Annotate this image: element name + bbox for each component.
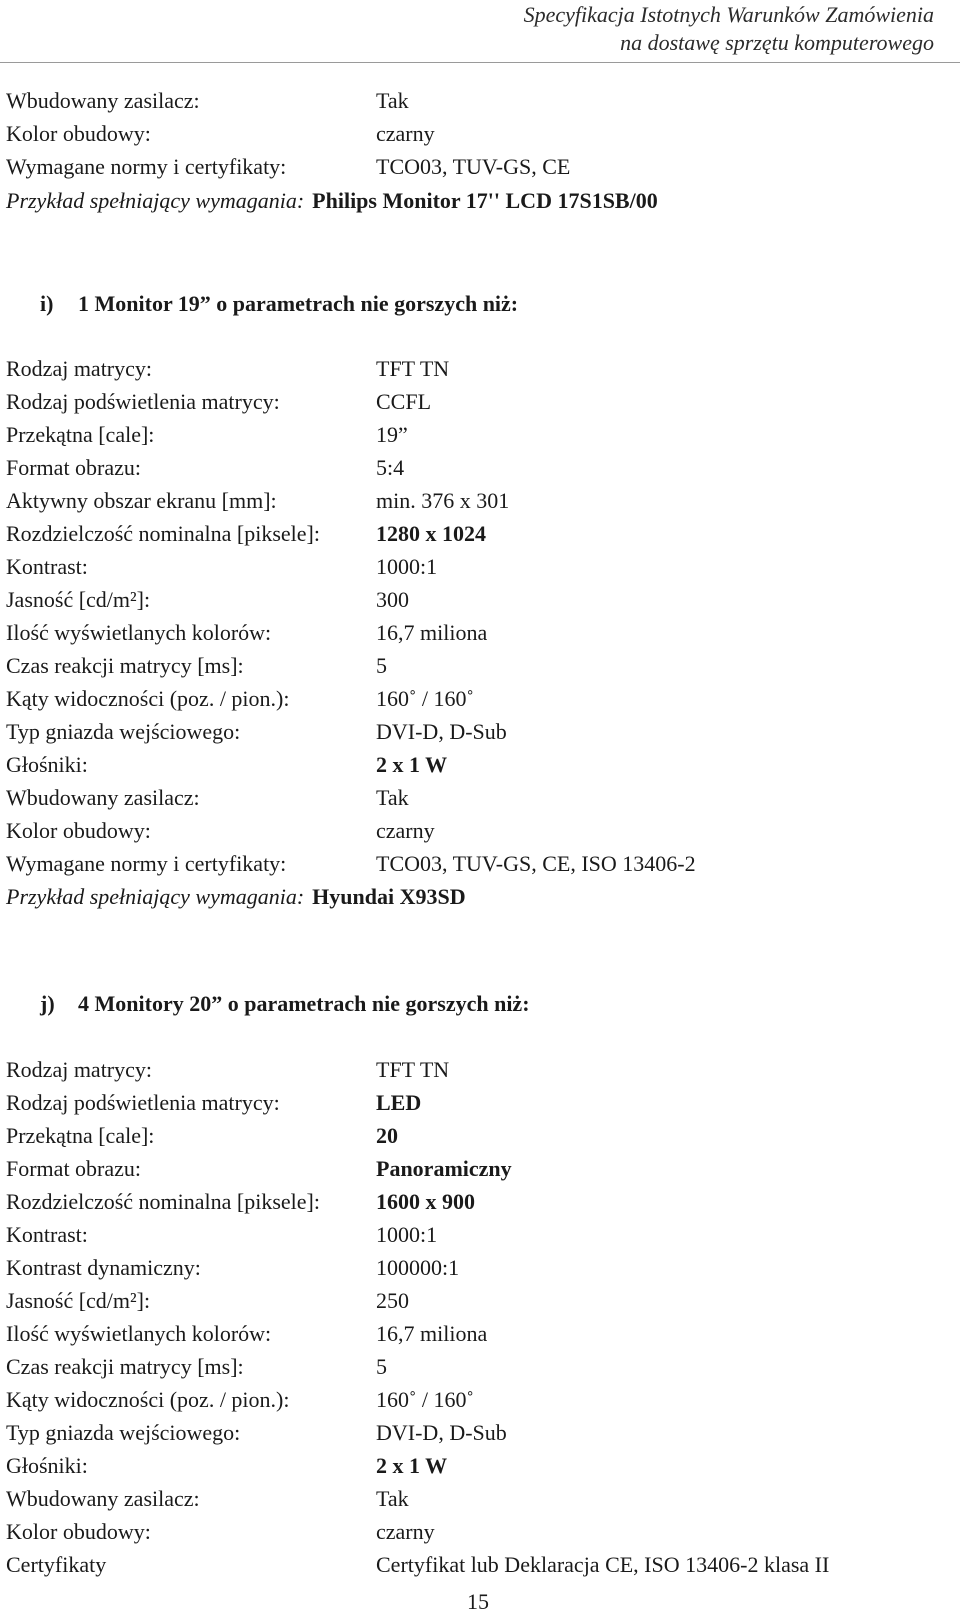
spec-row [0, 1482, 960, 1515]
spec-value: 2 x 1 W [376, 1453, 448, 1478]
spec-row [0, 616, 960, 649]
spec-value: 100000:1 [376, 1255, 460, 1280]
spec-label: Rodzaj podświetlenia matrycy: [6, 1090, 280, 1115]
spec-row [0, 352, 960, 385]
spec-row [0, 1086, 960, 1119]
spec-row [0, 1548, 960, 1581]
spec-value: 5 [376, 1354, 387, 1379]
spec-label: Kontrast: [6, 554, 88, 579]
spec-label: Wymagane normy i certyfikaty: [6, 154, 287, 179]
spec-row [0, 1185, 960, 1218]
spec-value: 16,7 miliona [376, 620, 488, 645]
spec-row [0, 484, 960, 517]
spec-value: Certyfikat lub Deklaracja CE, ISO 13406-2 klasa II [376, 1552, 830, 1577]
section-letter: j) [40, 991, 55, 1016]
spec-row [0, 117, 960, 150]
example-row [0, 880, 960, 913]
spec-label: Wbudowany zasilacz: [6, 88, 200, 113]
section-heading-i [0, 287, 960, 320]
spec-label: Kolor obudowy: [6, 818, 151, 843]
spec-row [0, 847, 960, 880]
spec-value: czarny [376, 1519, 435, 1544]
spec-row [0, 781, 960, 814]
spec-row [0, 649, 960, 682]
spec-label: Głośniki: [6, 752, 88, 777]
spec-value: LED [376, 1090, 422, 1115]
spec-label: Kontrast: [6, 1222, 88, 1247]
spec-row [0, 1251, 960, 1284]
spec-label: Typ gniazda wejściowego: [6, 719, 241, 744]
spec-row [0, 748, 960, 781]
example-label: Przykład spełniający wymagania: [6, 188, 305, 213]
spec-row [0, 1152, 960, 1185]
spec-label: Certyfikaty [6, 1552, 107, 1577]
example-value: Philips Monitor 17'' LCD 17S1SB/00 [312, 188, 658, 213]
spec-value: 2 x 1 W [376, 752, 448, 777]
spec-value: 1000:1 [376, 554, 438, 579]
example-label: Przykład spełniający wymagania: [6, 884, 305, 909]
spec-value: 1600 x 900 [376, 1189, 475, 1214]
spec-label: Format obrazu: [6, 455, 142, 480]
spec-row [0, 550, 960, 583]
spec-label: Czas reakcji matrycy [ms]: [6, 653, 244, 678]
spec-row [0, 84, 960, 117]
spec-row [0, 1416, 960, 1449]
spec-label: Ilość wyświetlanych kolorów: [6, 1321, 272, 1346]
spec-value: min. 376 x 301 [376, 488, 510, 513]
spec-label: Jasność [cd/m²]: [6, 1288, 151, 1313]
spec-label: Kąty widoczności (poz. / pion.): [6, 1387, 290, 1412]
spec-row [0, 715, 960, 748]
spec-value: 1000:1 [376, 1222, 438, 1247]
spec-value: Panoramiczny [376, 1156, 512, 1181]
spec-value: 20 [376, 1123, 398, 1148]
spec-value: 5:4 [376, 455, 405, 480]
spec-row [0, 1317, 960, 1350]
spec-label: Przekątna [cale]: [6, 422, 155, 447]
header-title-line-1: Specyfikacja Istotnych Warunków Zamówienia [523, 2, 934, 27]
spec-row [0, 1383, 960, 1416]
spec-value: 16,7 miliona [376, 1321, 488, 1346]
spec-value: TFT TN [376, 356, 450, 381]
spec-label: Format obrazu: [6, 1156, 142, 1181]
spec-value: 300 [376, 587, 409, 612]
section-heading-j [0, 987, 960, 1020]
spec-label: Typ gniazda wejściowego: [6, 1420, 241, 1445]
spec-value: DVI-D, D-Sub [376, 1420, 507, 1445]
spec-label: Kolor obudowy: [6, 1519, 151, 1544]
spec-row [0, 517, 960, 550]
spec-label: Rodzaj matrycy: [6, 1057, 153, 1082]
spec-value: CCFL [376, 389, 432, 414]
spec-value: TCO03, TUV-GS, CE [376, 154, 571, 179]
spec-value: Tak [376, 785, 409, 810]
spec-label: Rodzaj matrycy: [6, 356, 153, 381]
spec-row [0, 1218, 960, 1251]
spec-row [0, 1449, 960, 1482]
spec-label: Wbudowany zasilacz: [6, 785, 200, 810]
spec-label: Rozdzielczość nominalna [piksele]: [6, 1189, 320, 1214]
spec-label: Głośniki: [6, 1453, 88, 1478]
spec-value: 19” [376, 422, 408, 447]
page-header [0, 0, 960, 63]
spec-label: Jasność [cd/m²]: [6, 587, 151, 612]
spec-value: DVI-D, D-Sub [376, 719, 507, 744]
spec-label: Przekątna [cale]: [6, 1123, 155, 1148]
spec-label: Wbudowany zasilacz: [6, 1486, 200, 1511]
spec-label: Ilość wyświetlanych kolorów: [6, 620, 272, 645]
spec-row [0, 385, 960, 418]
spec-row [0, 1284, 960, 1317]
page-number: 15 [467, 1589, 489, 1614]
spec-value: Tak [376, 1486, 409, 1511]
spec-value: czarny [376, 121, 435, 146]
spec-label: Wymagane normy i certyfikaty: [6, 851, 287, 876]
spec-row [0, 1119, 960, 1152]
spec-label: Rozdzielczość nominalna [piksele]: [6, 521, 320, 546]
spec-row [0, 682, 960, 715]
spec-row [0, 1515, 960, 1548]
section-title: 1 Monitor 19” o parametrach nie gorszych niż: [78, 291, 519, 316]
spec-label: Aktywny obszar ekranu [mm]: [6, 488, 277, 513]
example-value: Hyundai X93SD [312, 884, 466, 909]
spec-label: Kontrast dynamiczny: [6, 1255, 201, 1280]
spec-row [0, 451, 960, 484]
spec-label: Kolor obudowy: [6, 121, 151, 146]
header-title-line-2: na dostawę sprzętu komputerowego [620, 30, 934, 55]
spec-value: TFT TN [376, 1057, 450, 1082]
spec-value: 1280 x 1024 [376, 521, 486, 546]
spec-row [0, 418, 960, 451]
spec-value: 5 [376, 653, 387, 678]
spec-label: Kąty widoczności (poz. / pion.): [6, 686, 290, 711]
spec-value: 160˚ / 160˚ [376, 1387, 474, 1412]
spec-row [0, 583, 960, 616]
section-letter: i) [40, 291, 54, 316]
spec-value: 160˚ / 160˚ [376, 686, 474, 711]
spec-row [0, 1053, 960, 1086]
spec-row [0, 150, 960, 183]
spec-label: Rodzaj podświetlenia matrycy: [6, 389, 280, 414]
spec-row [0, 814, 960, 847]
spec-value: 250 [376, 1288, 409, 1313]
spec-label: Czas reakcji matrycy [ms]: [6, 1354, 244, 1379]
spec-value: Tak [376, 88, 409, 113]
spec-row [0, 1350, 960, 1383]
example-row [0, 184, 960, 217]
spec-value: TCO03, TUV-GS, CE, ISO 13406-2 [376, 851, 696, 876]
section-title: 4 Monitory 20” o parametrach nie gorszych niż: [78, 991, 530, 1016]
spec-value: czarny [376, 818, 435, 843]
